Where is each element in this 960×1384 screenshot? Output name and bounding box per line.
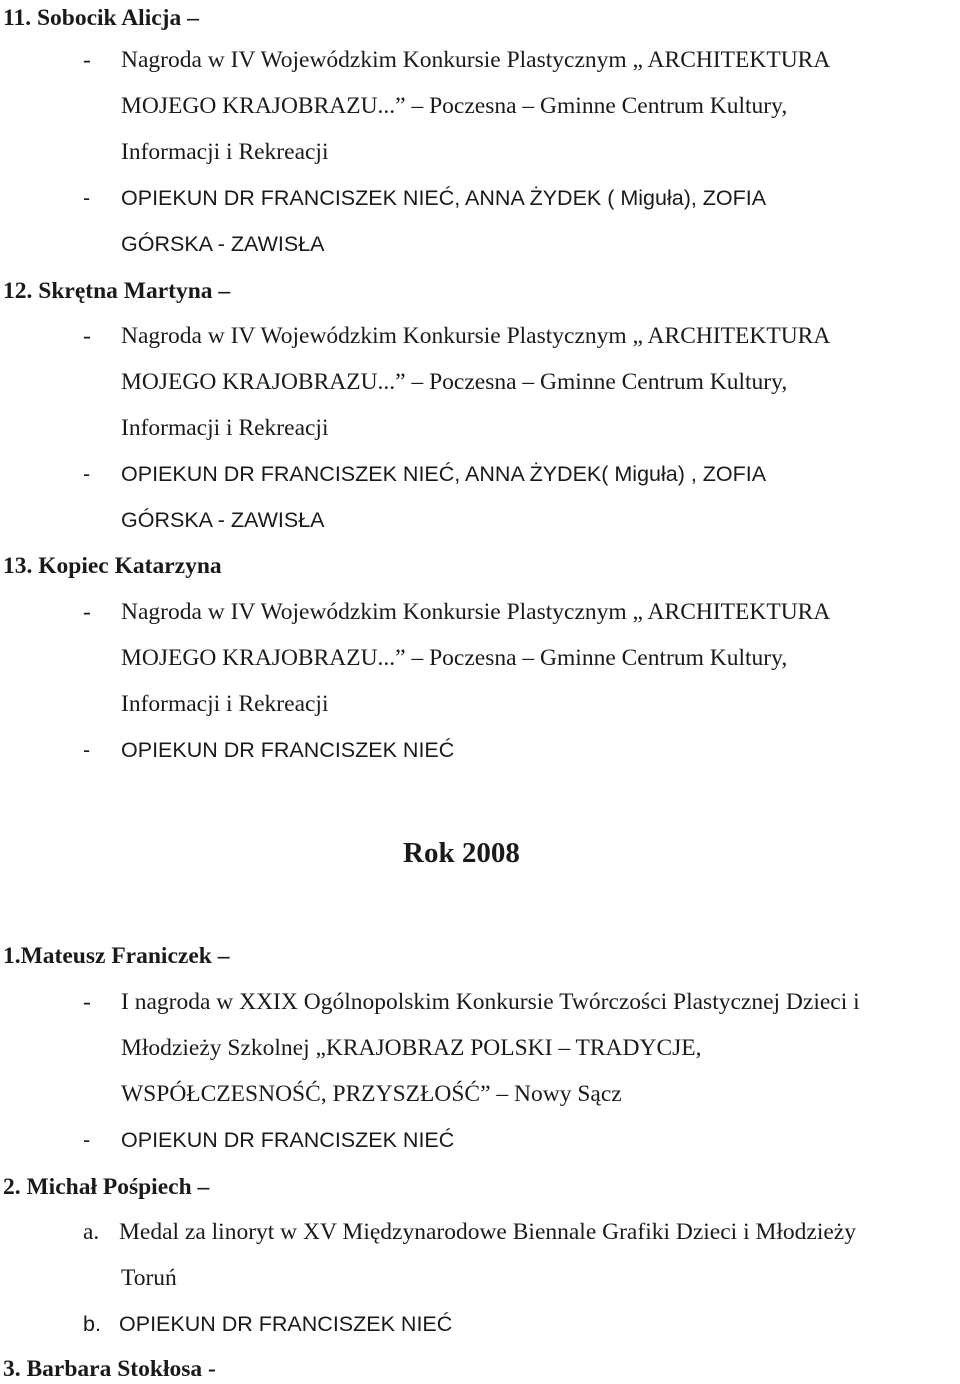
award-line: Toruń: [121, 1265, 177, 1291]
award-line: MOJEGO KRAJOBRAZU...” – Poczesna – Gminne Centrum Kultury,: [121, 645, 788, 671]
entry-heading: 12. Skrętna Martyna –: [3, 278, 231, 304]
award-line: Medal za linoryt w XV Międzynarodowe Biennale Grafiki Dzieci i Młodzieży: [119, 1219, 856, 1245]
supervisor-line: OPIEKUN DR FRANCISZEK NIEĆ: [121, 1128, 455, 1152]
bullet-dash: -: [83, 599, 91, 625]
bullet-dash: -: [83, 738, 91, 762]
year-heading: Rok 2008: [403, 837, 520, 869]
supervisor-line: GÓRSKA - ZAWISŁA: [121, 232, 325, 256]
bullet-dash: -: [83, 989, 91, 1015]
bullet-dash: -: [83, 323, 91, 349]
entry-heading: 1.Mateusz Franiczek –: [3, 943, 230, 969]
supervisor-line: OPIEKUN DR FRANCISZEK NIEĆ: [121, 738, 455, 762]
entry-heading: 2. Michał Pośpiech –: [3, 1174, 210, 1200]
award-line: MOJEGO KRAJOBRAZU...” – Poczesna – Gminne Centrum Kultury,: [121, 369, 788, 395]
award-line: Informacji i Rekreacji: [121, 691, 329, 717]
award-line: Nagroda w IV Wojewódzkim Konkursie Plastycznym „ ARCHITEKTURA: [121, 323, 831, 349]
entry-heading: 11. Sobocik Alicja –: [3, 5, 199, 31]
supervisor-line: OPIEKUN DR FRANCISZEK NIEĆ, ANNA ŻYDEK ( Miguła), ZOFIA: [121, 186, 767, 210]
list-marker: a.: [83, 1219, 100, 1245]
award-line: Nagroda w IV Wojewódzkim Konkursie Plastycznym „ ARCHITEKTURA: [121, 47, 831, 73]
entry-heading: 13. Kopiec Katarzyna: [3, 553, 222, 579]
supervisor-line: GÓRSKA - ZAWISŁA: [121, 508, 325, 532]
supervisor-line: OPIEKUN DR FRANCISZEK NIEĆ: [119, 1312, 453, 1336]
supervisor-line: OPIEKUN DR FRANCISZEK NIEĆ, ANNA ŻYDEK( Miguła) , ZOFIA: [121, 462, 767, 486]
bullet-dash: -: [83, 1128, 91, 1152]
bullet-dash: -: [83, 47, 91, 73]
bullet-dash: -: [83, 462, 91, 486]
award-line: MOJEGO KRAJOBRAZU...” – Poczesna – Gminne Centrum Kultury,: [121, 93, 788, 119]
list-marker: b.: [83, 1312, 101, 1336]
award-line: WSPÓŁCZESNOŚĆ, PRZYSZŁOŚĆ” – Nowy Sącz: [121, 1081, 622, 1107]
award-line: Informacji i Rekreacji: [121, 139, 329, 165]
award-line: Nagroda w IV Wojewódzkim Konkursie Plastycznym „ ARCHITEKTURA: [121, 599, 831, 625]
award-line: Młodzieży Szkolnej „KRAJOBRAZ POLSKI – TRADYCJE,: [121, 1035, 702, 1061]
award-line: Informacji i Rekreacji: [121, 415, 329, 441]
entry-heading: 3. Barbara Stokłosa -: [3, 1356, 216, 1382]
award-line: I nagroda w XXIX Ogólnopolskim Konkursie Twórczości Plastycznej Dzieci i: [121, 989, 860, 1015]
bullet-dash: -: [83, 186, 91, 210]
